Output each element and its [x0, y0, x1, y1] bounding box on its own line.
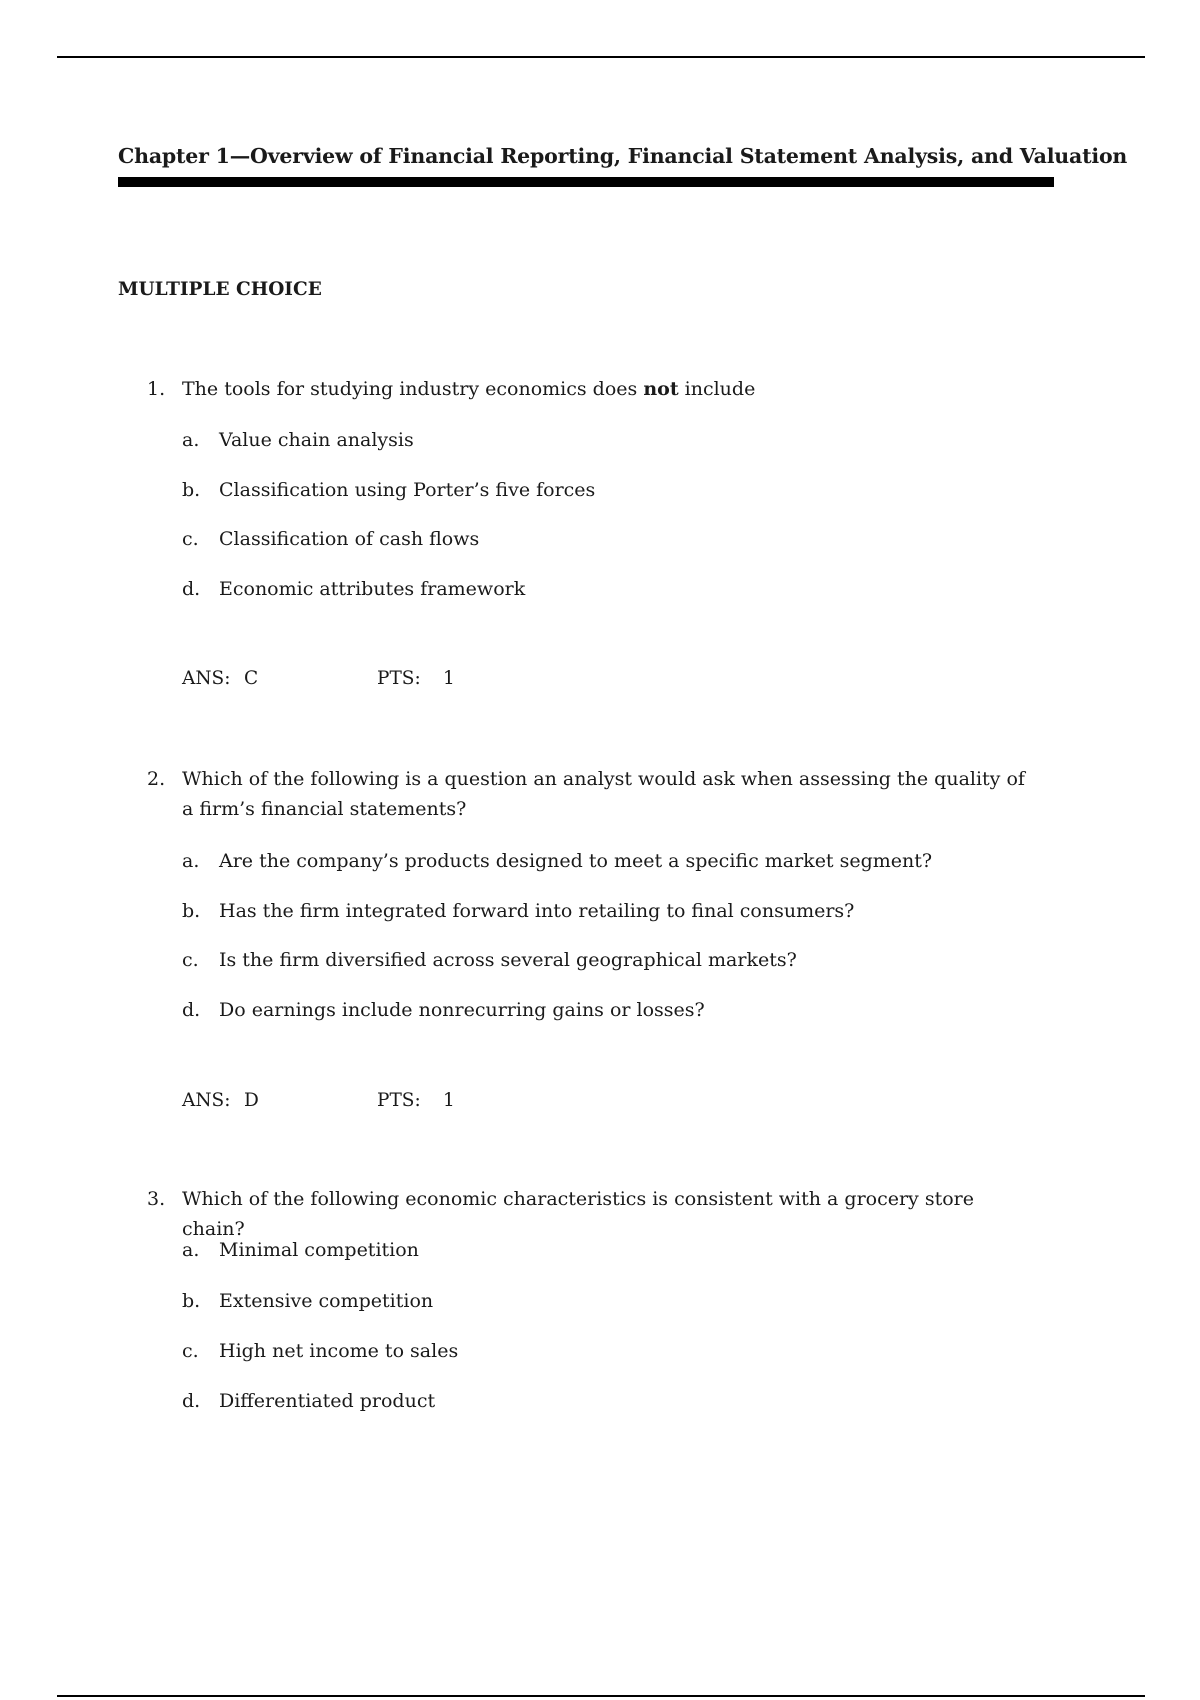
points: [377, 668, 455, 689]
option-text: Differentiated product: [219, 1390, 436, 1412]
option-b: [182, 1290, 433, 1312]
option-text: Do earnings include nonrecurring gains or losses?: [219, 999, 705, 1021]
question-number: 1.: [147, 378, 166, 400]
answer: [182, 668, 258, 689]
points-value: 1: [443, 668, 455, 689]
option-text: Classification using Porter’s five forces: [219, 479, 596, 501]
option-letter: c.: [182, 528, 199, 550]
option-text: Minimal competition: [219, 1239, 419, 1261]
answer-label: ANS:: [182, 668, 231, 689]
option-letter: a.: [182, 850, 200, 872]
bottom-page-rule: [57, 1695, 1145, 1697]
question-number: 2.: [147, 768, 166, 790]
question-text: Which of the following economic characteristics is consistent with a grocery store chain?: [182, 1188, 974, 1240]
option-text: Is the firm diversified across several geographical markets?: [219, 949, 797, 971]
option-b: [182, 479, 595, 501]
chapter-title: Chapter 1—Overview of Financial Reporting, Financial Statement Analysis, and Valuation: [118, 144, 1128, 168]
section-heading: MULTIPLE CHOICE: [118, 279, 322, 300]
option-letter: d.: [182, 1390, 201, 1412]
option-d: [182, 1390, 435, 1412]
option-text: Classification of cash flows: [219, 528, 480, 550]
option-c: [182, 528, 479, 550]
option-c: [182, 949, 797, 971]
option-letter: b.: [182, 1290, 201, 1312]
option-letter: b.: [182, 900, 201, 922]
option-letter: b.: [182, 479, 201, 501]
option-text: Economic attributes framework: [219, 578, 526, 600]
points-label: PTS:: [377, 1090, 421, 1111]
option-a: [182, 1239, 419, 1261]
question-text: Which of the following is a question an analyst would ask when assessing the quality of a firm’s financial statements?: [182, 768, 1025, 820]
points-label: PTS:: [377, 668, 421, 689]
points: [377, 1090, 455, 1111]
points-value: 1: [443, 1090, 455, 1111]
answer: [182, 1090, 259, 1111]
question-text: [182, 374, 1042, 404]
option-text: Are the company’s products designed to meet a specific market segment?: [219, 850, 933, 872]
option-text: Has the firm integrated forward into retailing to final consumers?: [219, 900, 855, 922]
option-b: [182, 900, 854, 922]
question-number: 3.: [147, 1188, 166, 1210]
option-letter: a.: [182, 429, 200, 451]
option-c: [182, 1340, 458, 1362]
option-letter: a.: [182, 1239, 200, 1261]
option-letter: d.: [182, 999, 201, 1021]
option-a: [182, 429, 414, 451]
question-text-part: include: [678, 378, 756, 400]
top-page-rule: [57, 56, 1145, 58]
option-text: Extensive competition: [219, 1290, 434, 1312]
title-underline-bar: [118, 177, 1054, 187]
question-text-emphasis: not: [643, 378, 679, 400]
answer-value: D: [244, 1090, 259, 1111]
option-letter: c.: [182, 1340, 199, 1362]
question-text-part: The tools for studying industry economics does: [182, 378, 644, 400]
answer-label: ANS:: [182, 1090, 231, 1111]
option-letter: d.: [182, 578, 201, 600]
answer-value: C: [244, 668, 259, 689]
option-d: [182, 578, 525, 600]
option-a: [182, 850, 932, 872]
option-text: High net income to sales: [219, 1340, 459, 1362]
option-d: [182, 999, 705, 1021]
option-letter: c.: [182, 949, 199, 971]
option-text: Value chain analysis: [219, 429, 414, 451]
